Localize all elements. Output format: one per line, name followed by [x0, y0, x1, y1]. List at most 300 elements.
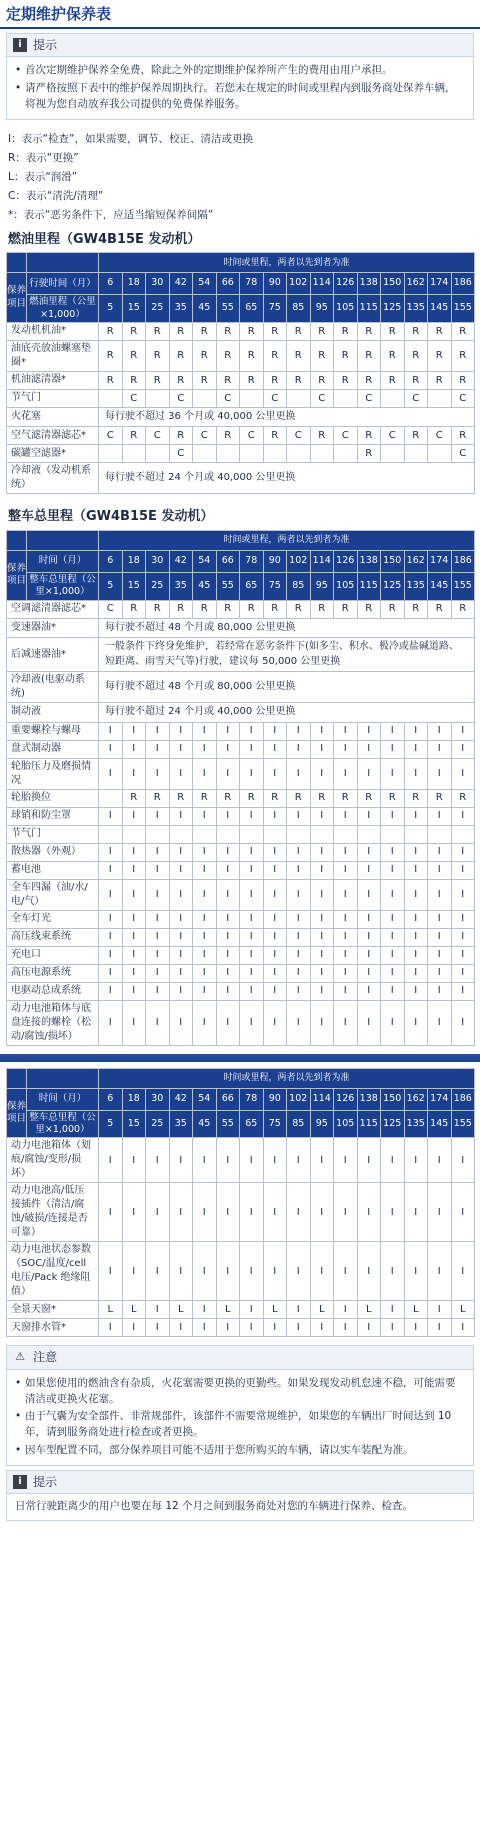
row-label: 节气门 — [7, 389, 99, 407]
table-cell: I — [357, 758, 381, 789]
table-cell: C — [428, 427, 452, 445]
header-corner — [27, 1068, 99, 1088]
month-cell: 90 — [263, 1088, 287, 1110]
header-row-km — [7, 1110, 475, 1138]
km-cell: 125 — [381, 572, 405, 600]
row-label: 高压线束系统 — [7, 928, 99, 946]
table-cell: R — [357, 371, 381, 389]
km-cell: 5 — [99, 295, 123, 323]
table-cell: I — [146, 946, 170, 964]
table-cell: I — [310, 1138, 334, 1183]
table-cell: I — [216, 946, 240, 964]
tip-text-2: 日常行驶距离少的用户也要在每 12 个月之间到服务商处对您的车辆进行保养、检查。 — [15, 1500, 414, 1513]
table-cell: I — [287, 910, 311, 928]
table-cell: I — [310, 740, 334, 758]
table-cell: I — [334, 1242, 358, 1301]
table-cell: I — [263, 807, 287, 825]
km-cell: 85 — [287, 572, 311, 600]
table-cell: I — [122, 982, 146, 1000]
table-row — [7, 1183, 475, 1242]
month-cell: 162 — [404, 1088, 428, 1110]
km-cell: 155 — [451, 1110, 475, 1138]
month-cell: 54 — [193, 273, 217, 295]
legend-item: L：表示“润滑” — [8, 171, 78, 184]
table-cell: R — [287, 600, 311, 618]
legend-item: *：表示“恶劣条件下，应适当缩短保养间隔” — [8, 208, 214, 221]
table-cell: R — [428, 340, 452, 371]
table-cell: I — [193, 807, 217, 825]
table-cell: I — [122, 946, 146, 964]
table-cell — [428, 445, 452, 463]
table-cell: I — [357, 964, 381, 982]
table-cell — [404, 825, 428, 843]
km-cell: 25 — [146, 1110, 170, 1138]
table-cell: I — [216, 1000, 240, 1045]
table-cell: I — [381, 1183, 405, 1242]
table-cell: C — [216, 389, 240, 407]
table-cell: R — [287, 789, 311, 807]
table-cell: I — [193, 861, 217, 879]
table-cell — [381, 445, 405, 463]
table-row — [7, 964, 475, 982]
table-cell: R — [334, 789, 358, 807]
legend-item: R：表示“更换” — [8, 152, 79, 165]
table-cell: R — [240, 340, 264, 371]
table-cell: I — [240, 1183, 264, 1242]
table-cell: I — [404, 879, 428, 910]
km-header: 整车总里程（公里×1,000） — [27, 572, 99, 600]
table-cell: R — [193, 340, 217, 371]
table-cell: L — [451, 1301, 475, 1319]
table-row — [7, 740, 475, 758]
table-cell: I — [263, 964, 287, 982]
row-span-text: 一般条件下终身免维护，若经常在恶劣条件下(如多尘、积水、极冷或盐碱道路、短距离、雨雪天气等)行驶，建议每 50,000 公里更换 — [99, 638, 475, 672]
item-header: 保养项目 — [7, 1088, 27, 1138]
period-header: 时间或里程，两者以先到者为准 — [99, 253, 475, 273]
table-row — [7, 758, 475, 789]
table-cell: I — [381, 982, 405, 1000]
table-cell: I — [287, 928, 311, 946]
table-cell: I — [404, 1242, 428, 1301]
row-label: 冷却液（发动机系统） — [7, 463, 99, 494]
row-label: 动力电池状态参数（SOC/温度/cell 电压/Pack 绝缘阻值） — [7, 1242, 99, 1301]
table-cell — [334, 445, 358, 463]
table-cell: I — [310, 928, 334, 946]
table-cell: I — [122, 1319, 146, 1337]
km-cell: 115 — [357, 1110, 381, 1138]
table-cell: R — [263, 789, 287, 807]
table-cell: I — [357, 928, 381, 946]
month-cell: 42 — [169, 550, 193, 572]
km-cell: 95 — [310, 1110, 334, 1138]
table-cell — [381, 389, 405, 407]
table-cell: R — [240, 600, 264, 618]
table-cell: I — [428, 861, 452, 879]
month-cell: 78 — [240, 1088, 264, 1110]
table-cell — [287, 389, 311, 407]
table-cell: L — [310, 1301, 334, 1319]
km-cell: 125 — [381, 1110, 405, 1138]
time-header: 时间（月） — [27, 1088, 99, 1110]
table-cell: R — [357, 427, 381, 445]
table-cell — [334, 825, 358, 843]
tip-header-2: 提示 — [33, 1474, 58, 1489]
table-cell: I — [146, 928, 170, 946]
table-cell: R — [263, 427, 287, 445]
km-cell: 35 — [169, 572, 193, 600]
table-cell: I — [193, 910, 217, 928]
table-cell: I — [122, 722, 146, 740]
table-cell: I — [99, 1242, 123, 1301]
km-cell: 5 — [99, 572, 123, 600]
table-cell: I — [287, 861, 311, 879]
table-cell: R — [240, 371, 264, 389]
header-row-km — [7, 572, 475, 600]
table-cell: I — [122, 964, 146, 982]
legend-item: I：表示“检查”，如果需要，调节、校正、清洁或更换 — [8, 133, 253, 146]
table-cell: I — [146, 1000, 170, 1045]
header-row-km — [7, 295, 475, 323]
table-cell — [169, 825, 193, 843]
table-cell: C — [169, 389, 193, 407]
list-item: • 如果您使用的燃油含有杂质，火花塞需要更换的更勤些。如果发现发动机怠速不稳，可能需要清洁或更换火花塞。 — [15, 1375, 465, 1408]
row-span-text: 每行驶不超过 24 个月或 40,000 公里更换 — [99, 463, 475, 494]
section-title-fuel: 燃油里程（GW4B15E 发动机） — [8, 231, 201, 247]
table-cell: I — [146, 964, 170, 982]
table-cell: I — [216, 1183, 240, 1242]
table-cell: I — [216, 1319, 240, 1337]
table-cell: I — [451, 982, 475, 1000]
table-cell: I — [240, 910, 264, 928]
table-cell: I — [122, 843, 146, 861]
table-cell: I — [263, 861, 287, 879]
item-header: 保养项目 — [7, 273, 27, 323]
table-cell: I — [240, 879, 264, 910]
list-item: • 首次定期维护保养全免费，除此之外的定期维护保养所产生的费用由用户承担。 — [15, 62, 465, 78]
km-cell: 15 — [122, 1110, 146, 1138]
table-cell: C — [240, 427, 264, 445]
table-cell — [193, 445, 217, 463]
table-cell: L — [357, 1301, 381, 1319]
row-label: 蓄电池 — [7, 861, 99, 879]
table-cell: I — [240, 1138, 264, 1183]
table-cell: I — [334, 1301, 358, 1319]
table-cell: R — [216, 789, 240, 807]
month-cell: 162 — [404, 273, 428, 295]
table-row — [7, 638, 475, 672]
table-cell: I — [357, 879, 381, 910]
table-cell: I — [451, 1319, 475, 1337]
table-cell: I — [310, 1319, 334, 1337]
table-cell: I — [240, 946, 264, 964]
table-cell: I — [263, 1319, 287, 1337]
row-label: 轮胎压力及磨损情况 — [7, 758, 99, 789]
row-label: 后减速器油* — [7, 638, 99, 672]
table-cell: I — [334, 964, 358, 982]
table-cell: I — [169, 1138, 193, 1183]
table-cell — [122, 825, 146, 843]
table-cell: R — [404, 322, 428, 340]
table-cell: R — [146, 340, 170, 371]
table-cell: I — [381, 910, 405, 928]
table-cell: I — [334, 928, 358, 946]
table-cell: I — [287, 843, 311, 861]
table-cell: I — [146, 1301, 170, 1319]
month-cell: 150 — [381, 550, 405, 572]
month-cell: 6 — [99, 273, 123, 295]
table-cell: I — [263, 758, 287, 789]
row-label: 电驱动总成系统 — [7, 982, 99, 1000]
km-cell: 25 — [146, 295, 170, 323]
table-cell: I — [99, 910, 123, 928]
row-label: 高压电源系统 — [7, 964, 99, 982]
table-cell: I — [99, 807, 123, 825]
divider-band — [0, 1054, 480, 1062]
table-cell: I — [451, 1183, 475, 1242]
table-cell: R — [193, 600, 217, 618]
table-cell: I — [310, 910, 334, 928]
km-cell: 55 — [216, 295, 240, 323]
table-cell: I — [169, 758, 193, 789]
table-cell: L — [169, 1301, 193, 1319]
table-cell: R — [357, 445, 381, 463]
table-cell: I — [169, 722, 193, 740]
month-cell: 78 — [240, 273, 264, 295]
table-cell: I — [451, 964, 475, 982]
table-cell: I — [240, 861, 264, 879]
month-cell: 174 — [428, 273, 452, 295]
month-cell: 102 — [287, 550, 311, 572]
month-cell: 174 — [428, 1088, 452, 1110]
table-cell: I — [216, 1242, 240, 1301]
table-cell: I — [310, 946, 334, 964]
km-cell: 75 — [263, 572, 287, 600]
row-label: 散热器（外观） — [7, 843, 99, 861]
table-cell: I — [428, 982, 452, 1000]
table-cell: I — [146, 843, 170, 861]
table-cell: I — [287, 1242, 311, 1301]
table-cell: I — [216, 861, 240, 879]
table-cell — [263, 445, 287, 463]
list-item: • 请严格按照下表中的维护保养周期执行。若您未在规定的时间或里程内到服务商处保养车辆，将视为您自动放弃我公司提供的免费保养服务。 — [15, 80, 465, 113]
km-cell: 45 — [193, 572, 217, 600]
month-cell: 138 — [357, 273, 381, 295]
tip-list — [15, 62, 465, 112]
table-cell: I — [381, 861, 405, 879]
table-row — [7, 1000, 475, 1045]
table-cell — [404, 445, 428, 463]
table-cell: I — [193, 982, 217, 1000]
table-cell — [310, 825, 334, 843]
table-cell: I — [122, 910, 146, 928]
period-header: 时间或里程，两者以先到者为准 — [99, 1068, 475, 1088]
month-cell: 18 — [122, 273, 146, 295]
table-cell: I — [240, 1319, 264, 1337]
table-cell: I — [146, 1242, 170, 1301]
table-cell: R — [122, 340, 146, 371]
table-cell — [193, 825, 217, 843]
table-cell: R — [169, 371, 193, 389]
table-cell — [428, 389, 452, 407]
table-cell: I — [428, 1138, 452, 1183]
table-cell: I — [99, 758, 123, 789]
table-cell: I — [122, 928, 146, 946]
month-cell: 42 — [169, 1088, 193, 1110]
table-cell: R — [169, 600, 193, 618]
table-cell: R — [428, 322, 452, 340]
table-cell: I — [287, 807, 311, 825]
month-cell: 66 — [216, 1088, 240, 1110]
table-cell — [240, 445, 264, 463]
table-row — [7, 946, 475, 964]
table-cell: I — [263, 1138, 287, 1183]
table-cell: I — [404, 946, 428, 964]
table-cell — [99, 789, 123, 807]
table-cell: I — [99, 964, 123, 982]
table-row — [7, 928, 475, 946]
table-cell: I — [404, 861, 428, 879]
table-cell: I — [451, 1000, 475, 1045]
row-label: 盘式制动器 — [7, 740, 99, 758]
table-row — [7, 703, 475, 723]
table-cell: I — [122, 1000, 146, 1045]
table-cell: I — [381, 758, 405, 789]
period-header: 时间或里程，两者以先到者为准 — [99, 530, 475, 550]
table-cell: C — [263, 389, 287, 407]
header-corner — [27, 253, 99, 273]
table-cell: R — [357, 789, 381, 807]
table-cell: I — [404, 722, 428, 740]
table-cell: R — [193, 371, 217, 389]
table-cell — [99, 389, 123, 407]
km-cell: 65 — [240, 295, 264, 323]
table-cell: R — [451, 371, 475, 389]
tip-box-2 — [6, 1470, 474, 1521]
table-cell: I — [357, 946, 381, 964]
table-cell: R — [310, 600, 334, 618]
table-cell: C — [404, 389, 428, 407]
table-cell: I — [357, 982, 381, 1000]
table-cell: R — [404, 340, 428, 371]
table-cell: L — [404, 1301, 428, 1319]
km-cell: 105 — [334, 1110, 358, 1138]
table-cell: I — [404, 1183, 428, 1242]
table-cell: I — [146, 861, 170, 879]
month-cell: 18 — [122, 1088, 146, 1110]
table-cell: I — [381, 1301, 405, 1319]
table-cell: I — [122, 1242, 146, 1301]
table-cell: I — [122, 758, 146, 789]
table-cell: R — [334, 340, 358, 371]
table-cell: R — [381, 600, 405, 618]
table-row — [7, 427, 475, 445]
table-cell: I — [287, 740, 311, 758]
month-cell: 150 — [381, 273, 405, 295]
table-cell: I — [451, 758, 475, 789]
table-cell: R — [287, 322, 311, 340]
table-cell: I — [240, 928, 264, 946]
month-cell: 6 — [99, 550, 123, 572]
legend-item: C：表示“清洗/清理” — [8, 189, 104, 202]
km-cell: 115 — [357, 572, 381, 600]
section-title-total: 整车总里程（GW4B15E 发动机） — [8, 509, 214, 525]
list-item: • 由于气囊为安全部件、非常规部件，该部件不需要常规维护，如果您的车辆出厂时间达到 10 年，请到服务商处进行检查或者更换。 — [15, 1408, 465, 1441]
month-cell: 90 — [263, 273, 287, 295]
row-label: 变速器油* — [7, 618, 99, 638]
table-cell: I — [240, 982, 264, 1000]
warning-box — [6, 1345, 474, 1466]
table-cell: I — [451, 1138, 475, 1183]
km-cell: 65 — [240, 572, 264, 600]
table-cell: I — [357, 1138, 381, 1183]
table-cell: C — [381, 427, 405, 445]
table-cell: I — [122, 861, 146, 879]
table-cell: I — [428, 928, 452, 946]
km-cell: 115 — [357, 295, 381, 323]
table-cell: I — [169, 982, 193, 1000]
table-cell: I — [169, 843, 193, 861]
month-cell: 30 — [146, 550, 170, 572]
table-cell: R — [146, 600, 170, 618]
table-cell: I — [169, 910, 193, 928]
header-row — [7, 530, 475, 550]
warning-header: 注意 — [33, 1350, 58, 1365]
table-cell: I — [122, 1183, 146, 1242]
table-cell: C — [310, 389, 334, 407]
table-cell: I — [169, 1000, 193, 1045]
month-cell: 162 — [404, 550, 428, 572]
month-cell: 150 — [381, 1088, 405, 1110]
table-cell: C — [193, 427, 217, 445]
table-cell: R — [404, 427, 428, 445]
table-cell: R — [99, 322, 123, 340]
table-cell: I — [451, 843, 475, 861]
table-cell: I — [310, 861, 334, 879]
table-cell: I — [193, 1242, 217, 1301]
km-cell: 85 — [287, 295, 311, 323]
table-cell: C — [357, 389, 381, 407]
table-cell: I — [240, 1000, 264, 1045]
table-cell: I — [334, 946, 358, 964]
table-cell: C — [146, 427, 170, 445]
month-cell: 114 — [310, 550, 334, 572]
table-cell — [263, 825, 287, 843]
table-cell: R — [381, 789, 405, 807]
table-cell: I — [193, 946, 217, 964]
table-cell — [216, 825, 240, 843]
table-cell: I — [99, 861, 123, 879]
month-cell: 54 — [193, 550, 217, 572]
item-header: 保养项目 — [7, 550, 27, 600]
table-cell: L — [122, 1301, 146, 1319]
km-cell: 145 — [428, 295, 452, 323]
table-cell: I — [334, 1319, 358, 1337]
table-cell: I — [193, 843, 217, 861]
table-cell: C — [169, 445, 193, 463]
table-row — [7, 825, 475, 843]
table-cell: R — [240, 322, 264, 340]
table-cell: I — [263, 740, 287, 758]
table-cell: I — [287, 1319, 311, 1337]
table-cell: I — [334, 861, 358, 879]
table-cell: R — [240, 789, 264, 807]
row-label: 空调滤清器滤芯* — [7, 600, 99, 618]
table-cell — [146, 825, 170, 843]
table-cell: C — [451, 389, 475, 407]
table-cell: I — [169, 1242, 193, 1301]
table-row — [7, 322, 475, 340]
table-row — [7, 861, 475, 879]
